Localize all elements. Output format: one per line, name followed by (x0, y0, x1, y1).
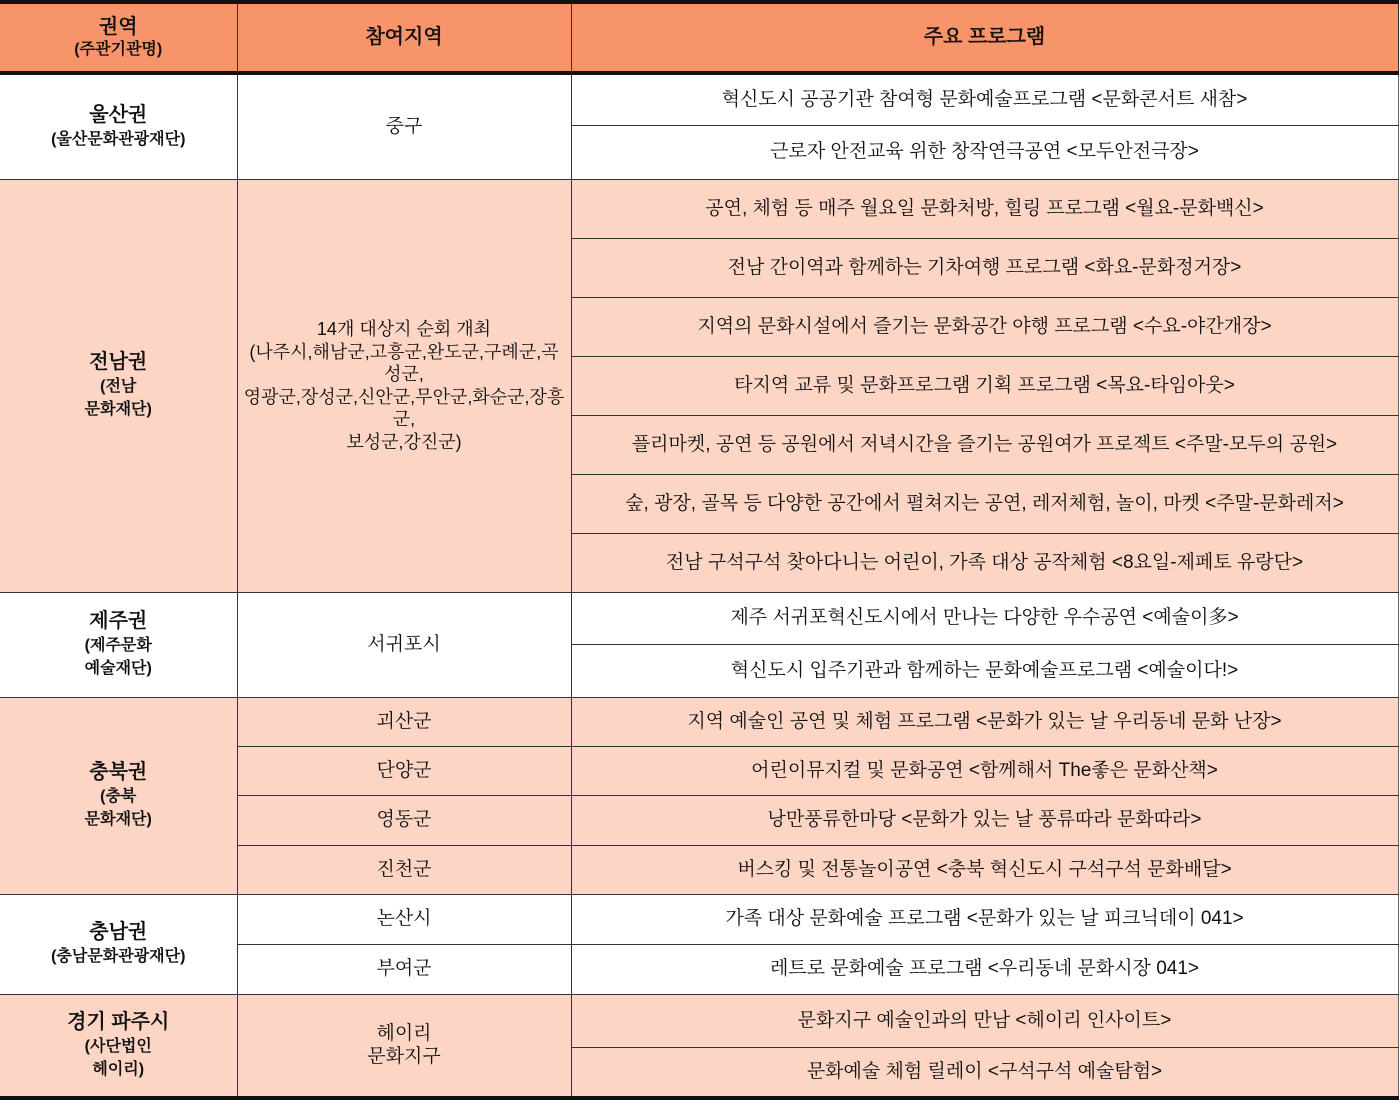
table-row (0, 179, 1398, 238)
region-name: 제주권 (89, 609, 148, 632)
program-cell: 전남 구석구석 찾아다니는 어린이, 가족 대상 공작체험 <8요일-제페토 유랑단> (571, 533, 1398, 592)
program-cell: 버스킹 및 전통놀이공연 <충북 혁신도시 구석구석 문화배달> (571, 845, 1398, 894)
region-cell (0, 592, 237, 697)
header-site: 참여지역 (237, 2, 571, 73)
table-row (0, 894, 1398, 944)
region-org: (울산문화관광재단) (51, 130, 186, 148)
region-org: (충북 문화재단) (84, 787, 152, 828)
region-org: (충남문화관광재단) (51, 947, 186, 965)
program-cell: 타지역 교류 및 문화프로그램 기획 프로그램 <목요-타임아웃> (571, 356, 1398, 415)
program-cell: 문화지구 예술인과의 만남 <헤이리 인사이트> (571, 994, 1398, 1047)
program-cell: 플리마켓, 공연 등 공원에서 저녁시간을 즐기는 공원여가 프로젝트 <주말-모두의 공원> (571, 415, 1398, 474)
region-org: (제주문화 예술재단) (84, 636, 152, 677)
region-cell (0, 73, 237, 179)
site-cell: 단양군 (237, 746, 571, 795)
program-cell: 문화예술 체험 릴레이 <구석구석 예술탐험> (571, 1047, 1398, 1098)
program-cell: 레트로 문화예술 프로그램 <우리동네 문화시장 041> (571, 944, 1398, 994)
region-name: 울산권 (89, 103, 148, 126)
program-cell: 제주 서귀포혁신도시에서 만나는 다양한 우수공연 <예술이多> (571, 592, 1398, 644)
site-cell: 논산시 (237, 894, 571, 944)
site-cell: 중구 (237, 73, 571, 179)
program-cell: 숲, 광장, 골목 등 다양한 공간에서 펼쳐지는 공연, 레저체험, 놀이, 마켓 <주말-문화레저> (571, 474, 1398, 533)
table-row (0, 73, 1398, 125)
region-org: (전남 문화재단) (84, 377, 152, 418)
region-name: 경기 파주시 (67, 1010, 170, 1033)
table-row (0, 994, 1398, 1047)
program-cell: 공연, 체험 등 매주 월요일 문화처방, 힐링 프로그램 <월요-문화백신> (571, 179, 1398, 238)
site-cell: 14개 대상지 순회 개최 (나주시,해남군,고흥군,완도군,구례군,곡성군, 영광군,장성군,신안군,무안군,화순군,장흥군, 보성군,강진군) (237, 179, 571, 592)
program-cell: 혁신도시 공공기관 참여형 문화예술프로그램 <문화콘서트 새참> (571, 73, 1398, 125)
program-cell: 지역의 문화시설에서 즐기는 문화공간 야행 프로그램 <수요-야간개장> (571, 297, 1398, 356)
region-cell (0, 697, 237, 894)
table-row (0, 592, 1398, 644)
region-org: (사단법인 헤이리) (84, 1037, 152, 1078)
site-cell: 진천군 (237, 845, 571, 894)
region-cell (0, 894, 237, 994)
header-region-label: 권역 (98, 16, 138, 38)
header-region-sub: (주관기관명) (74, 41, 163, 58)
program-cell: 어린이뮤지컬 및 문화공연 <함께해서 The좋은 문화산책> (571, 746, 1398, 795)
header-row (0, 2, 1398, 73)
program-cell: 낭만풍류한마당 <문화가 있는 날 풍류따라 문화따라> (571, 795, 1398, 845)
table-row (0, 697, 1398, 746)
site-cell: 영동군 (237, 795, 571, 845)
program-cell: 근로자 안전교육 위한 창작연극공연 <모두안전극장> (571, 125, 1398, 179)
region-name: 전남권 (89, 350, 148, 373)
program-cell: 가족 대상 문화예술 프로그램 <문화가 있는 날 피크닉데이 041> (571, 894, 1398, 944)
program-cell: 전남 간이역과 함께하는 기차여행 프로그램 <화요-문화정거장> (571, 238, 1398, 297)
header-region (0, 2, 237, 73)
region-name: 충북권 (89, 760, 148, 783)
site-cell: 괴산군 (237, 697, 571, 746)
program-cell: 지역 예술인 공연 및 체험 프로그램 <문화가 있는 날 우리동네 문화 난장> (571, 697, 1398, 746)
program-cell: 혁신도시 입주기관과 함께하는 문화예술프로그램 <예술이다!> (571, 644, 1398, 697)
site-cell: 헤이리 문화지구 (237, 994, 571, 1098)
header-program: 주요 프로그램 (571, 2, 1398, 73)
table-body (0, 73, 1398, 1098)
site-cell: 서귀포시 (237, 592, 571, 697)
region-name: 충남권 (89, 920, 148, 943)
site-cell: 부여군 (237, 944, 571, 994)
region-cell (0, 994, 237, 1098)
region-cell (0, 179, 237, 592)
